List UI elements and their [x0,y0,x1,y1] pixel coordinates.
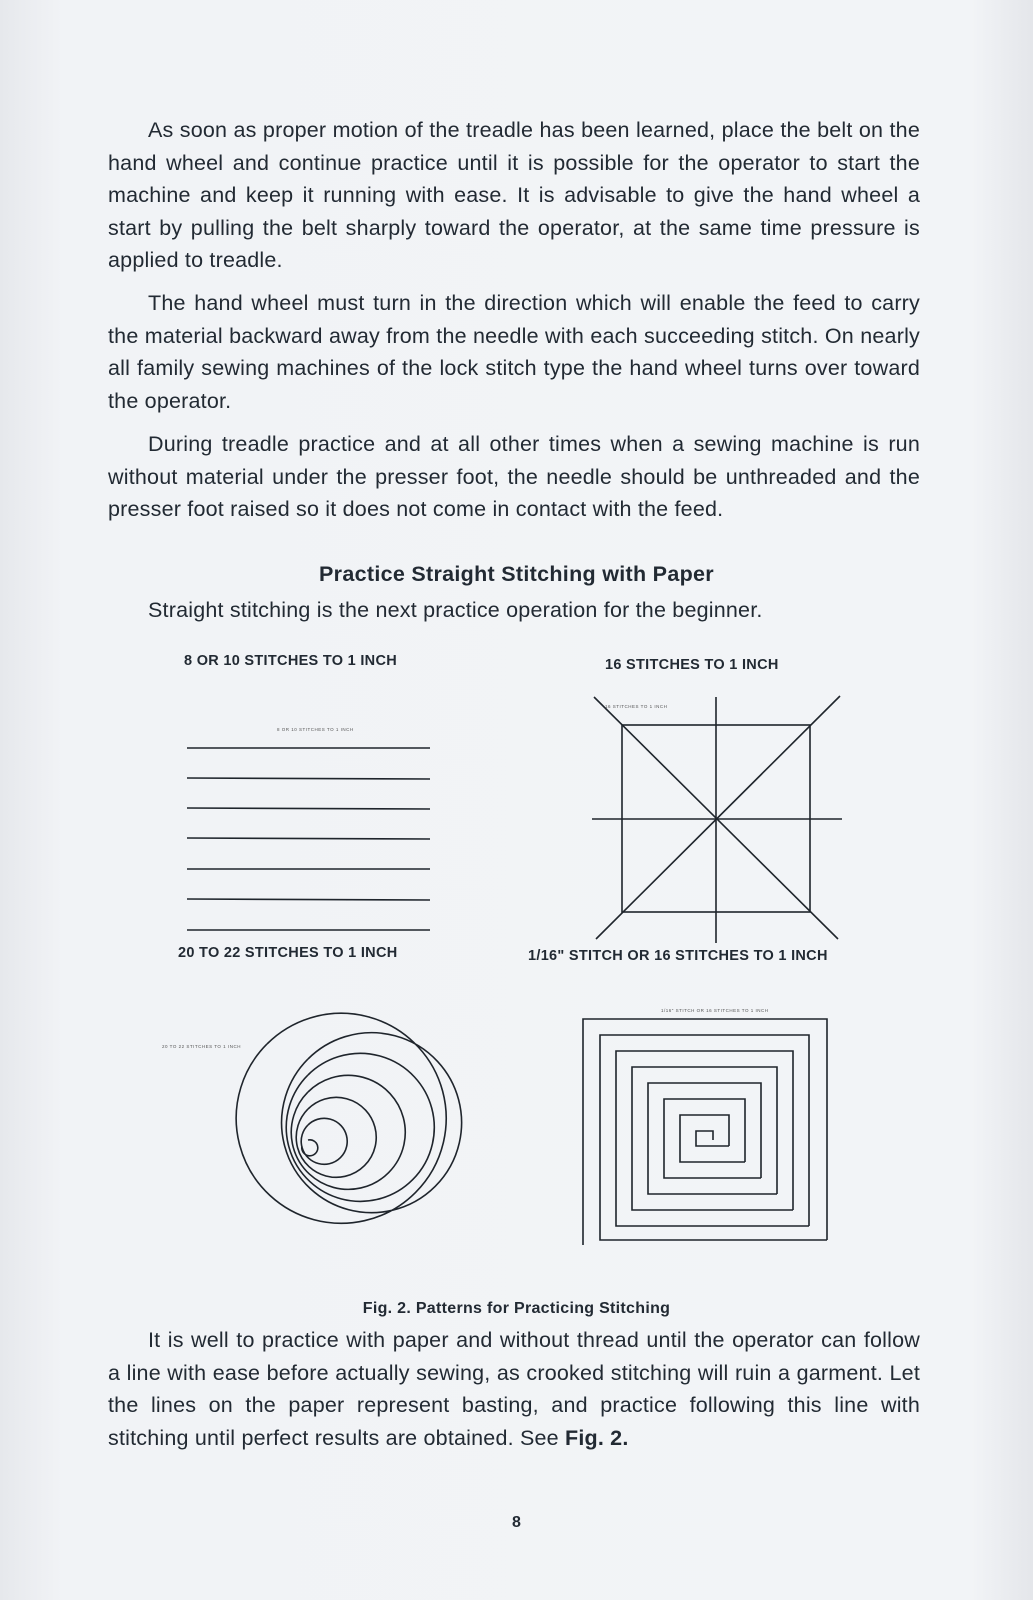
panel-label-square-cross: 16 STITCHES TO 1 INCH [605,657,779,673]
paragraph-belt-practice [108,114,920,277]
square-cross-pattern [590,695,850,945]
paragraph-treadle-practice [108,428,920,526]
page-number: 8 [512,1514,521,1531]
panel-label-square-spiral: 1/16" STITCH OR 16 STITCHES TO 1 INCH [528,948,828,964]
closing-paragraph [108,1324,920,1454]
panel-label-spiral: 20 TO 22 STITCHES TO 1 INCH [178,945,398,961]
inner-label-spiral: 20 TO 22 STITCHES TO 1 INCH [162,1044,241,1049]
figure-caption: Fig. 2. Patterns for Practicing Stitching [362,1300,671,1317]
inner-label-parallel-lines: 8 OR 10 STITCHES TO 1 INCH [277,727,354,732]
inner-label-square-cross: 16 STITCHES TO 1 INCH [605,704,668,709]
circular-spiral-pattern [190,1025,430,1265]
parallel-lines-pattern [185,740,435,940]
paragraph-text: During treadle practice and at all other times when a sewing machine is run without material under the presser foot, the needle should be unthreaded and the presser foot raised so it does not come in contact with the feed. [108,432,920,521]
paragraph-text: The hand wheel must turn in the direction which will enable the feed to carry the material backward away from the needle with each succeeding stitch. On nearly all family sewing machines of the lock stitch type the hand wheel turns over toward the operator. [108,291,920,413]
paragraph-text: As soon as proper motion of the treadle has been learned, place the belt on the hand wheel and continue practice until it is possible for the operator to start the machine and keep it running with ease. It is advisable to give the hand wheel a start by pulling the belt sharply toward the operator, at the same time pressure is applied to treadle. [108,118,920,272]
panel-label-parallel-lines: 8 OR 10 STITCHES TO 1 INCH [184,653,397,669]
paragraph-text: It is well to practice with paper and without thread until the operator can follow a line with ease before actually sewing, as crooked stitching will ruin a garment. Let the lines on the paper represent basting, and practice following this line with stitching until perfect results are obtained. See [108,1328,920,1450]
square-spiral-pattern [580,1015,840,1245]
inner-label-square-spiral: 1/16" STITCH OR 16 STITCHES TO 1 INCH [661,1008,769,1013]
intro-line [108,594,920,627]
figure-reference: Fig. 2. [564,1425,629,1450]
section-heading: Practice Straight Stitching with Paper [319,562,714,586]
paragraph-text: Straight stitching is the next practice operation for the beginner. [148,598,763,622]
paragraph-hand-wheel-direction [108,287,920,417]
